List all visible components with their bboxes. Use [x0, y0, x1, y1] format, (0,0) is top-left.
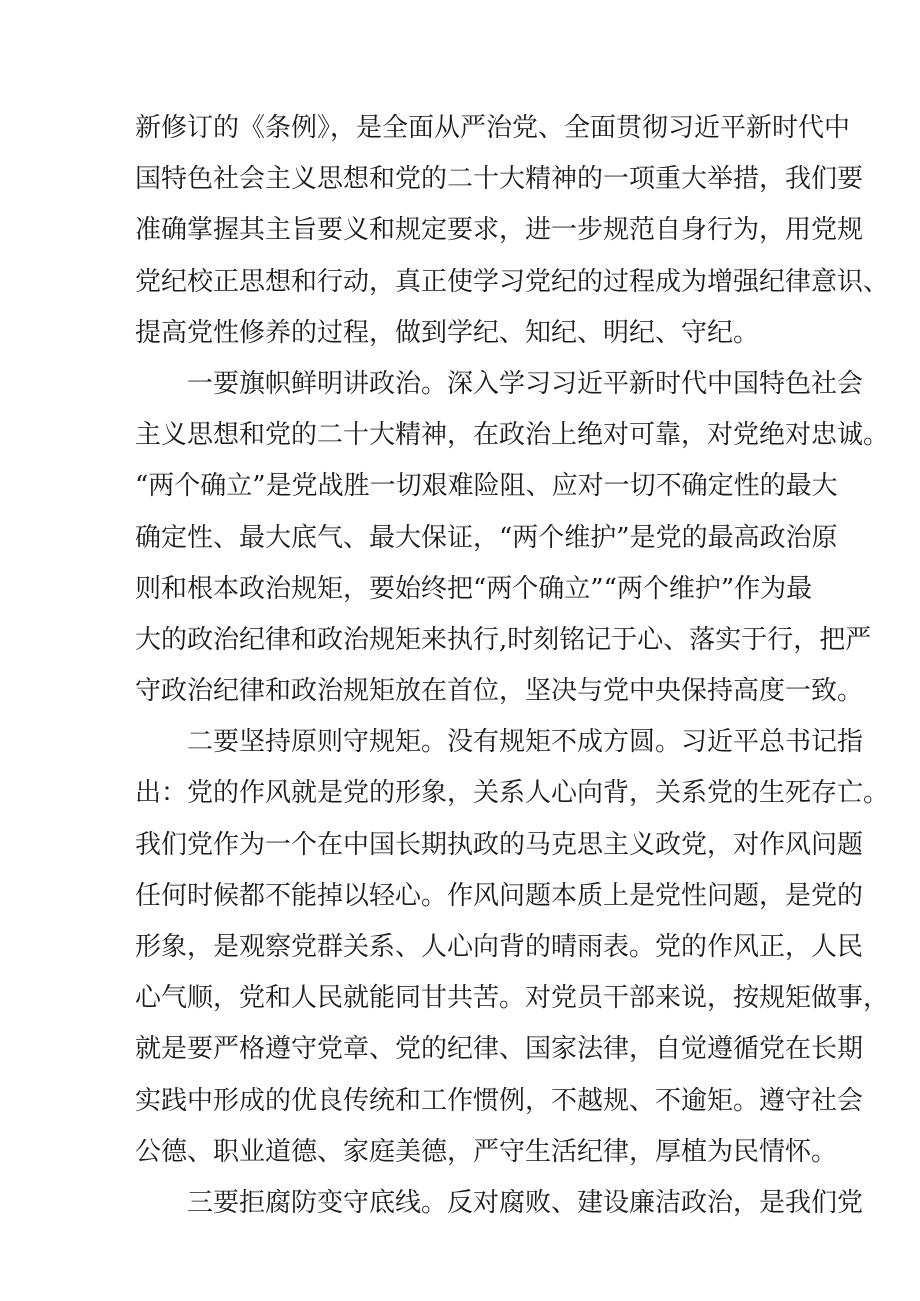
text-line: 一要旗帜鲜明讲政治。深入学习习近平新时代中国特色社会: [187, 368, 864, 399]
text-line: 守政治纪律和政治规矩放在首位，坚决与党中央保持高度一致。: [135, 676, 864, 707]
text-line: 准确掌握其主旨要义和规定要求，进一步规范自身行为，用党规: [135, 215, 864, 246]
text-line: 提高党性修养的过程，做到学纪、知纪、明纪、守纪。: [135, 317, 760, 348]
text-line: 就是要严格遵守党章、党的纪律、国家法律，自觉遵循党在长期: [135, 1034, 864, 1065]
text-line: “两个确立”是党战胜一切艰难险阻、应对一切不确定性的最大: [135, 471, 838, 502]
paragraph-principles: [135, 717, 890, 1178]
document-body: [135, 103, 890, 1229]
text-line: 确定性、最大底气、最大保证，“两个维护”是党的最高政治原: [135, 522, 838, 553]
text-line: 党纪校正思想和行动，真正使学习党纪的过程成为增强纪律意识、: [135, 266, 890, 297]
text-line: 心气顺，党和人民就能同甘共苦。对党员干部来说，按规矩做事，: [135, 983, 890, 1014]
text-line: 则和根本政治规矩，要始终把“两个确立”“两个维护”作为最: [135, 573, 813, 604]
paragraph-intro: [135, 103, 890, 359]
text-line: 实践中形成的优良传统和工作惯例，不越规、不逾矩。遵守社会: [135, 1085, 864, 1116]
text-line: 形象，是观察党群关系、人心向背的晴雨表。党的作风正，人民: [135, 932, 864, 962]
paragraph-anticorruption: [135, 1178, 864, 1229]
text-line: 出：党的作风就是党的形象，关系人心向背，关系党的生死存亡。: [135, 778, 890, 809]
text-line: 国特色社会主义思想和党的二十大精神的一项重大举措，我们要: [135, 164, 864, 195]
paragraph-politics: [135, 359, 890, 717]
text-line: 新修订的《条例》，是全面从严治党、全面贯彻习近平新时代中: [135, 113, 851, 143]
text-line: 三要拒腐防变守底线。反对腐败、建设廉洁政治，是我们党: [187, 1187, 864, 1218]
text-line: 任何时候都不能掉以轻心。作风问题本质上是党性问题，是党的: [135, 880, 864, 911]
text-line: 公德、职业道德、家庭美德，严守生活纪律，厚植为民情怀。: [135, 1136, 838, 1167]
text-line: 二要坚持原则守规矩。没有规矩不成方圆。习近平总书记指: [187, 727, 864, 758]
text-line: 我们党作为一个在中国长期执政的马克思主义政党，对作风问题: [135, 829, 864, 860]
text-line: 大的政治纪律和政治规矩来执行,时刻铭记于心、落实于行，把严: [135, 624, 872, 655]
text-line: 主义思想和党的二十大精神，在政治上绝对可靠，对党绝对忠诚。: [135, 420, 890, 451]
